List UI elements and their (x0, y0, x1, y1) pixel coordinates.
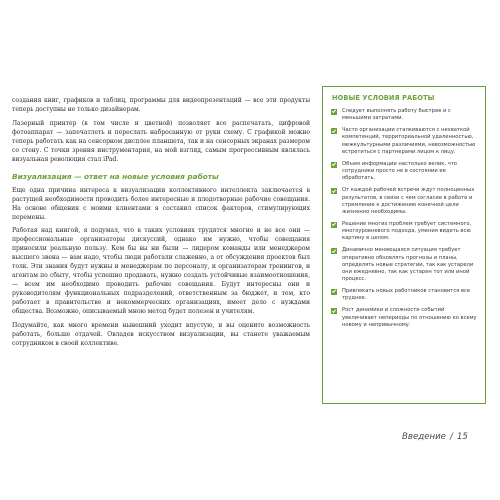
sidebar-item-text: Рост динамики и сложности событий увеличивает непериоды по отношению ко всему новому и непривычному. (342, 307, 477, 328)
checkbox-icon (331, 128, 337, 134)
sidebar-item-text: Объем информации настолько велик, что сотрудники просто не в состоянии ее обработать. (342, 160, 457, 182)
checkbox-icon (331, 188, 337, 194)
main-text-column (12, 96, 310, 352)
sidebar-list-item (330, 221, 477, 242)
checkbox-icon (331, 248, 337, 254)
sidebar-list-item (330, 108, 477, 122)
checkbox-icon (331, 162, 337, 168)
page-footer (402, 432, 468, 442)
sidebar-item-text: От каждой рабочей встречи ждут полноценных результатов, в связи с чем согласие в работе и стремление к достижению конечной цели жизненно необходимы. (342, 187, 475, 215)
sidebar-list-item (330, 161, 477, 182)
sidebar-box (322, 86, 486, 404)
sidebar-list-item (330, 187, 477, 215)
sidebar-item-text: Динамично меняющаяся ситуация требует оперативно обновлять прогнозы и планы, определять новые стратегии, так как устарели они ежедневно, так как устарен тот или иной процесс. (342, 247, 474, 282)
checkbox-icon (331, 308, 337, 314)
body-paragraph: Еще одна причина интереса к визуализации коллективного интеллекта заключается в растущей необходимости проводить более интересные и плодотворные рабочие совещания. На основе общения с моими клиентами я составил список факторов, стимулирующих перемены. (12, 186, 310, 221)
sidebar-item-text: Решение многих проблем требует системного, многоуровневого подхода, умения видеть всю картину в целом. (342, 220, 472, 242)
checkbox-icon (331, 109, 337, 115)
sidebar-item-text: Следует выполнять работу быстрее и с меньшими затратами. (342, 108, 451, 122)
footer-separator: / (449, 432, 453, 442)
body-paragraph: Лазерный принтер (в том числе и цветной) позволяет все распечатать, цифровой фотоаппарат — запечатлеть и переслать набросанную от руки схему. С графикой можно теперь работать как на сенсорном дисплее планшета, так и на сенсорных экранах размером со стену. С точки зрения инструментария, на мой взгляд, самым прогрессивным являлась визуальная революция стал iPad. (12, 119, 310, 163)
page-number: 15 (456, 432, 468, 442)
sidebar-list-item (330, 307, 477, 328)
body-paragraph: Работая над книгой, я подумал, что в таких условиях трудятся многие и не все они — профессиональные организаторы дискуссий, однако им нужно, чтобы совещания приносили реальную пользу. Кем бы вы ни были — лидером команды или менеджером высшего звена — вам надо, чтобы люди работали слаженно, а от обсуждения проектов был толк. Эти знания будут нужны и менеджерам по персоналу, и организаторам тренингов, и агентам по сбыту, чтобы успешно продавать, нужно создать устойчивые взаимоотношения, — всем им необходимо проводить рабочие совещания. Будут интересны они и руководителям функциональных подразделений, ответственным за бюджет, и тем, кто работает в правительстве и некоммерческих организациях, имеет дело с нуждами общества. Возможно, описываемый мною метод будет полезен и учителям. (12, 227, 310, 315)
checkbox-icon (331, 289, 337, 295)
sidebar-item-text: Привлекать новых работников становится все труднее. (342, 288, 471, 302)
sidebar-item-text: Часто организации сталкиваются с нехваткой компетенций, территориальной удаленностью, межкультурными различиями, невозможностью встретиться с партнерами лицом к лицу. (342, 127, 476, 155)
section-heading: Визуализация — ответ на новые условия работы (12, 171, 219, 181)
footer-section-name: Введение (402, 432, 446, 442)
sidebar-title: НОВЫЕ УСЛОВИЯ РАБОТЫ (332, 94, 435, 102)
checkbox-icon (331, 222, 337, 228)
sidebar-list-item (330, 288, 477, 302)
body-paragraph: Подумайте, как много времени нынешний уходит впустую, и вы оцените возможность работать, больше отдачей. Овладев искусством визуализации, вы станете уважаемым сотрудником в своей коллективе. (12, 321, 310, 347)
body-paragraph: создания книг, графиков и таблиц, программы для видеопрезентаций — все эти продукты теперь доступны не только дизайнерам. (12, 97, 310, 113)
sidebar-list-item (330, 127, 477, 155)
sidebar-list-item (330, 247, 477, 282)
